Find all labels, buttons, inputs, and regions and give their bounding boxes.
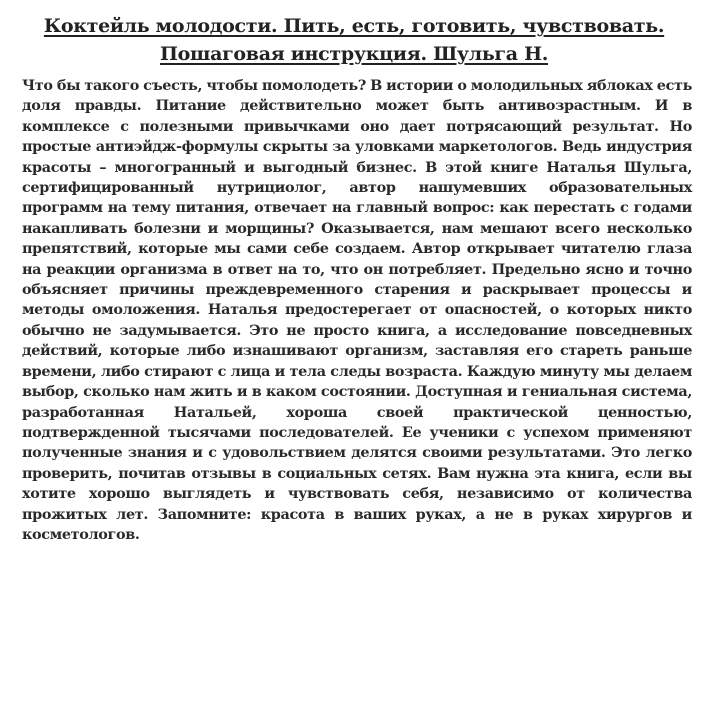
page-title [20,12,688,68]
book-description: Что бы такого съесть, чтобы помолодеть? В истории о молодильных яблоках есть доля правды. Питание действительно может быть антивозрастным. И в комплексе с полезными привычками оно дает потрясающий результат. Но простые антиэйдж-формулы скрыты за уловками маркетологов. Ведь индустрия красоты – многогранный и выгодный бизнес. В этой книге Наталья Шульга, сертифицированный нутрициолог, автор нашумевших образовательных программ на тему питания, отвечает на главный вопрос: как перестать с годами накапливать болезни и морщины? Оказывается, нам мешают всего несколько препятствий, которые мы сами себе создаем. Автор открывает читателю глаза на реакции организма в ответ на то, что он потребляет. Предельно ясно и точно объясняет причины преждевременного старения и раскрывает процессы и методы омоложения. Наталья предостерегает от опасностей, о которых никто обычно не задумывается. Это не просто книга, а исследование повседневных действий, которые либо изнашивают организм, заставляя его стареть раньше времени, либо стирают с лица и тела следы возраста. Каждую минуту мы делаем выбор, сколько нам жить и в каком состоянии. Доступная и гениальная система, разработанная Натальей, хороша своей практической ценностью, подтвержденной тысячами последователей. Ее ученики с успехом применяют полученные знания и с удовольствием делятся своими результатами. Это легко проверить, почитав отзывы в социальных сетях. Вам нужна эта книга, если вы хотите хорошо выглядеть и чувствовать себя, независимо от количества прожитых лет. Запомните: красота в ваших руках, а не в руках хирургов и косметологов. [22,77,692,543]
title-line-1: Коктейль молодости. Пить, есть, готовить, чувствовать. [43,15,665,37]
title-line-2: Пошаговая инструкция. Шульга Н. [159,43,549,65]
